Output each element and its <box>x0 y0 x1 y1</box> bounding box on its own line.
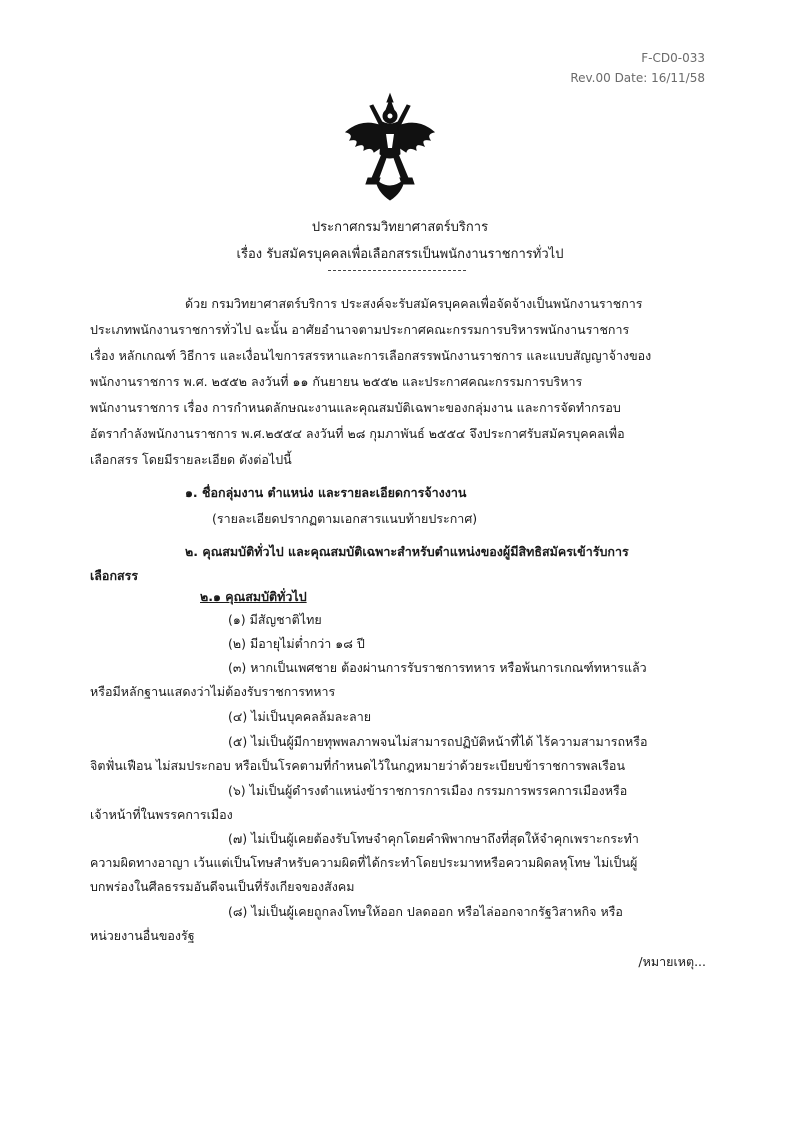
garuda-emblem-icon <box>340 92 440 204</box>
qualification-item-7-cont-1: ความผิดทางอาญา เว้นแต่เป็นโทษสำหรับความผิดที่ได้กระทำโดยประมาทหรือความผิดลหุโทษ ไม่เป็นผู้ <box>90 855 638 870</box>
qualification-item-7: (๗) ไม่เป็นผู้เคยต้องรับโทษจำคุกโดยคำพิพากษาถึงที่สุดให้จำคุกเพราะกระทำ <box>228 831 639 846</box>
intro-line-3: เรื่อง หลักเกณฑ์ วิธีการ และเงื่อนไขการสรรหาและการเลือกสรรพนักงานราชการ และแบบสัญญาจ้างของ <box>90 348 652 363</box>
intro-line-1: ด้วย กรมวิทยาศาสตร์บริการ ประสงค์จะรับสมัครบุคคลเพื่อจัดจ้างเป็นพนักงานราชการ <box>185 296 643 311</box>
section-2-heading: ๒. คุณสมบัติทั่วไป และคุณสมบัติเฉพาะสำหรับตำแหน่งของผู้มีสิทธิสมัครเข้ารับการ <box>185 544 629 559</box>
announcement-title: ประกาศกรมวิทยาศาสตร์บริการ <box>311 220 489 235</box>
qualification-item-4: (๔) ไม่เป็นบุคคลล้มละลาย <box>228 709 372 724</box>
intro-line-7: เลือกสรร โดยมีรายละเอียด ดังต่อไปนี้ <box>90 452 292 467</box>
dashed-separator <box>328 270 466 271</box>
qualification-item-6: (๖) ไม่เป็นผู้ดำรงตำแหน่งข้าราชการการเมือง กรรมการพรรคการเมืองหรือ <box>228 783 628 798</box>
qualification-item-2: (๒) มีอายุไม่ต่ำกว่า ๑๘ ปี <box>228 636 365 651</box>
qualification-item-5: (๕) ไม่เป็นผู้มีกายทุพพลภาพจนไม่สามารถปฏิบัติหน้าที่ได้ ไร้ความสามารถหรือ <box>228 734 648 749</box>
qualification-item-8: (๘) ไม่เป็นผู้เคยถูกลงโทษให้ออก ปลดออก หรือไล่ออกจากรัฐวิสาหกิจ หรือ <box>228 904 623 919</box>
intro-line-5: พนักงานราชการ เรื่อง การกำหนดลักษณะงานและคุณสมบัติเฉพาะของกลุ่มงาน และการจัดทำกรอบ <box>90 400 621 415</box>
section-2-heading-cont: เลือกสรร <box>90 568 139 583</box>
intro-line-4: พนักงานราชการ พ.ศ. ๒๕๕๒ ลงวันที่ ๑๑ กันยายน ๒๕๕๒ และประกาศคณะกรรมการบริหาร <box>90 374 583 389</box>
intro-line-6: อัตรากำลังพนักงานราชการ พ.ศ.๒๕๕๔ ลงวันที่ ๒๘ กุมภาพันธ์ ๒๕๕๔ จึงประกาศรับสมัครบุคคลเพื่อ <box>90 426 625 441</box>
qualification-item-7-cont-2: บกพร่องในศีลธรรมอันดีจนเป็นที่รังเกียจของสังคม <box>90 879 355 894</box>
qualification-item-1: (๑) มีสัญชาติไทย <box>228 612 322 627</box>
section-1-note: (รายละเอียดปรากฏตามเอกสารแนบท้ายประกาศ) <box>212 511 478 526</box>
form-code: F-CD0-033 <box>641 51 705 65</box>
qualification-item-5-cont: จิตฟั่นเฟือน ไม่สมประกอบ หรือเป็นโรคตามที่กำหนดไว้ในกฎหมายว่าด้วยระเบียบข้าราชการพลเรือน <box>90 758 625 773</box>
qualification-item-3-cont: หรือมีหลักฐานแสดงว่าไม่ต้องรับราชการทหาร <box>90 684 336 699</box>
announcement-subject: เรื่อง รับสมัครบุคคลเพื่อเลือกสรรเป็นพนักงานราชการทั่วไป <box>236 247 564 262</box>
section-2-1-heading: ๒.๑ คุณสมบัติทั่วไป <box>200 589 307 604</box>
qualification-item-6-cont: เจ้าหน้าที่ในพรรคการเมือง <box>90 807 233 822</box>
revision-date: Rev.00 Date: 16/11/58 <box>570 71 705 85</box>
section-1-heading: ๑. ชื่อกลุ่มงาน ตำแหน่ง และรายละเอียดการจ้างงาน <box>185 485 467 500</box>
qualification-item-3: (๓) หากเป็นเพศชาย ต้องผ่านการรับราชการทหาร หรือพ้นการเกณฑ์ทหารแล้ว <box>228 660 647 675</box>
intro-line-2: ประเภทพนักงานราชการทั่วไป ฉะนั้น อาศัยอำนาจตามประกาศคณะกรรมการบริหารพนักงานราชการ <box>90 322 630 337</box>
continuation-marker: /หมายเหตุ... <box>638 954 706 969</box>
qualification-item-8-cont: หน่วยงานอื่นของรัฐ <box>90 928 195 943</box>
document-reference <box>570 48 705 88</box>
